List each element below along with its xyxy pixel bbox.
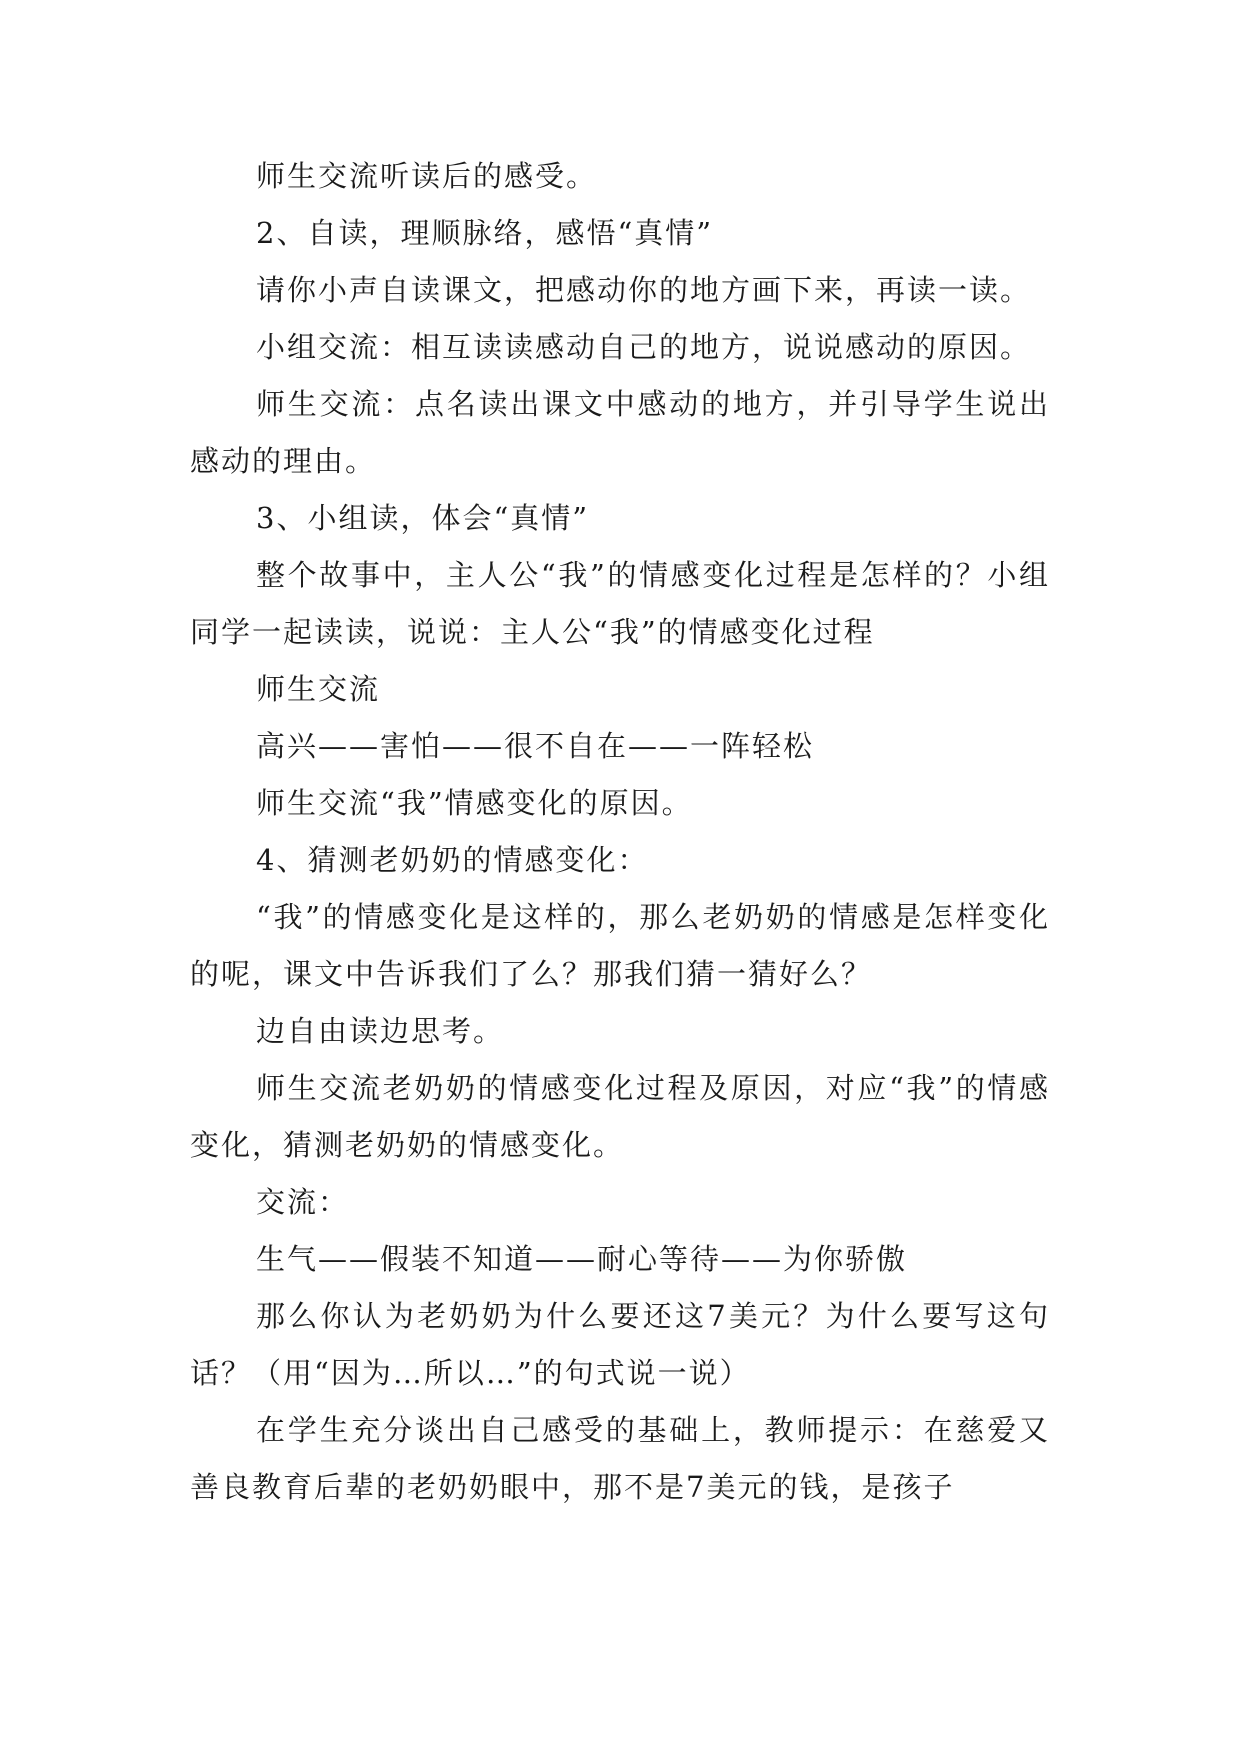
paragraph: 在学生充分谈出自己感受的基础上，教师提示：在慈爱又善良教育后辈的老奶奶眼中，那不是7美元的钱，是孩子 (190, 1413, 1050, 1504)
paragraph: 4、猜测老奶奶的情感变化： (256, 843, 649, 877)
paragraph: 请你小声自读课文，把感动你的地方画下来，再读一读。 (256, 273, 1032, 307)
paragraph: 2、自读，理顺脉络，感悟“真情” (256, 216, 714, 250)
paragraph: 小组交流：相互读读感动自己的地方，说说感动的原因。 (256, 330, 1032, 364)
paragraph: 那么你认为老奶奶为什么要还这7美元？为什么要写这句话？（用“因为…所以…”的句式说一说） (190, 1299, 1050, 1390)
paragraph: 师生交流：点名读出课文中感动的地方，并引导学生说出感动的理由。 (190, 387, 1050, 478)
document-page (190, 148, 1050, 1516)
paragraph: 师生交流听读后的感受。 (256, 159, 598, 193)
paragraph: 交流： (256, 1185, 350, 1219)
paragraph: 生气——假装不知道——耐心等待——为你骄傲 (256, 1242, 908, 1276)
paragraph: 师生交流“我”情感变化的原因。 (256, 786, 693, 820)
paragraph: 师生交流老奶奶的情感变化过程及原因，对应“我”的情感变化，猜测老奶奶的情感变化。 (190, 1071, 1050, 1162)
paragraph: 高兴——害怕——很不自在——一阵轻松 (256, 729, 815, 763)
paragraph: 边自由读边思考。 (256, 1014, 505, 1048)
paragraph: 师生交流 (256, 672, 381, 706)
paragraph: “我”的情感变化是这样的，那么老奶奶的情感是怎样变化的呢，课文中告诉我们了么？那我们猜一猜好么？ (190, 900, 1050, 991)
paragraph: 3、小组读，体会“真情” (256, 501, 590, 535)
paragraph: 整个故事中，主人公“我”的情感变化过程是怎样的？小组同学一起读读，说说：主人公“我”的情感变化过程 (190, 558, 1050, 649)
